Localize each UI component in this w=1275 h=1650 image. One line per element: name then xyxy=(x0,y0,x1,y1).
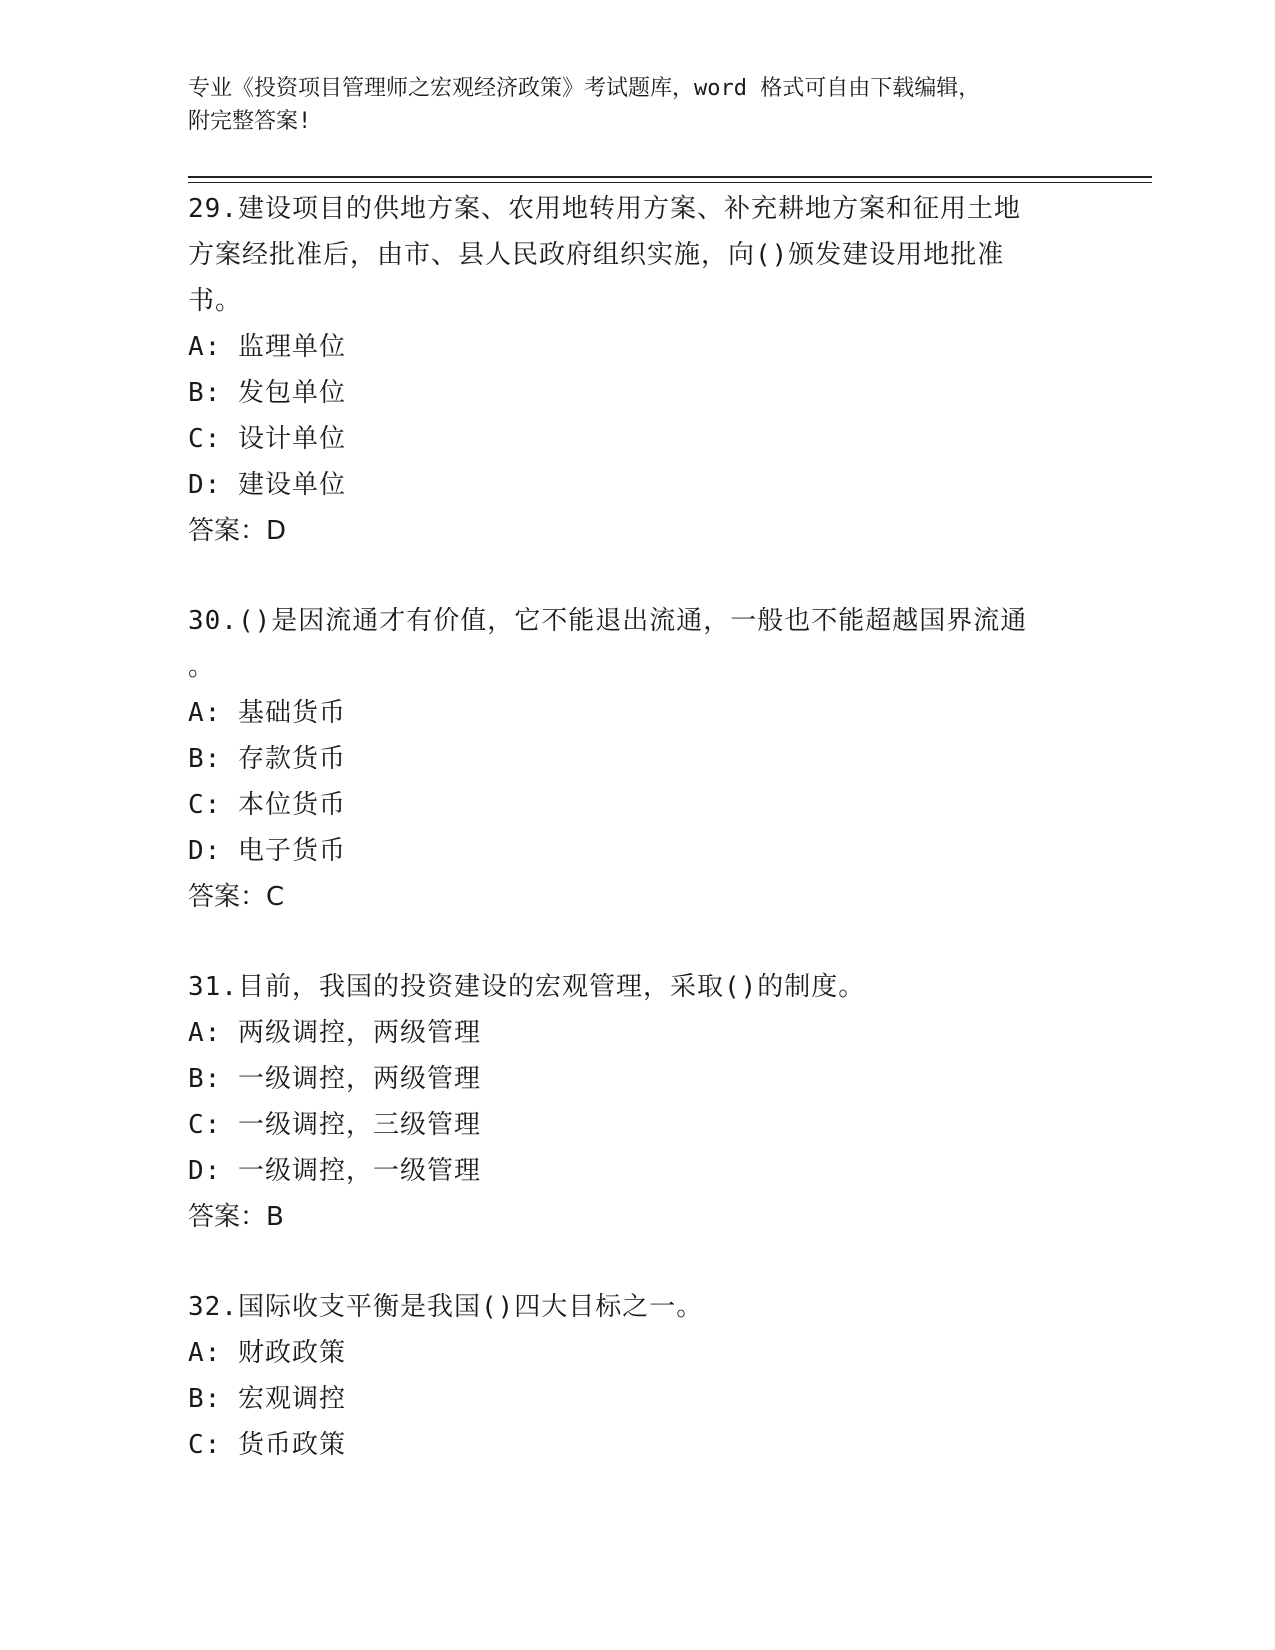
question-29 xyxy=(188,186,1088,554)
option-d: D: 建设单位 xyxy=(188,470,346,500)
question-30 xyxy=(188,598,1088,920)
answer: 答案：D xyxy=(188,516,287,546)
answer: 答案：B xyxy=(188,1202,284,1232)
question-31 xyxy=(188,964,1088,1240)
option-c: C: 本位货币 xyxy=(188,790,346,820)
option-b: B: 存款货币 xyxy=(188,744,346,774)
option-c: C: 货币政策 xyxy=(188,1430,346,1460)
question-stem-line: 方案经批准后，由市、县人民政府组织实施，向()颁发建设用地批准 xyxy=(188,240,1005,270)
question-stem-line: 32.国际收支平衡是我国()四大目标之一。 xyxy=(188,1292,704,1322)
question-stem-line: 29.建设项目的供地方案、农用地转用方案、补充耕地方案和征用土地 xyxy=(188,194,1021,224)
option-a: A: 监理单位 xyxy=(188,332,346,362)
question-stem-line: 31.目前，我国的投资建设的宏观管理，采取()的制度。 xyxy=(188,972,866,1002)
question-stem-line: 。 xyxy=(188,652,216,682)
question-32 xyxy=(188,1284,1088,1468)
answer: 答案：C xyxy=(188,882,285,912)
option-b: B: 宏观调控 xyxy=(188,1384,346,1414)
option-d: D: 一级调控，一级管理 xyxy=(188,1156,481,1186)
option-b: B: 发包单位 xyxy=(188,378,346,408)
document-header xyxy=(188,72,1088,138)
question-stem-line: 30.()是因流通才有价值，它不能退出流通，一般也不能超越国界流通 xyxy=(188,606,1028,636)
option-a: A: 财政政策 xyxy=(188,1338,346,1368)
option-b: B: 一级调控，两级管理 xyxy=(188,1064,481,1094)
option-a: A: 基础货币 xyxy=(188,698,346,728)
header-line-2: 附完整答案! xyxy=(188,109,312,134)
header-divider-thick xyxy=(188,176,1152,178)
header-line-1: 专业《投资项目管理师之宏观经济政策》考试题库，word 格式可自由下载编辑， xyxy=(188,76,981,101)
question-stem-line: 书。 xyxy=(188,286,243,316)
question-list xyxy=(188,186,1088,1468)
option-a: A: 两级调控，两级管理 xyxy=(188,1018,481,1048)
option-c: C: 设计单位 xyxy=(188,424,346,454)
option-c: C: 一级调控，三级管理 xyxy=(188,1110,481,1140)
option-d: D: 电子货币 xyxy=(188,836,346,866)
header-divider-thin xyxy=(188,182,1152,183)
